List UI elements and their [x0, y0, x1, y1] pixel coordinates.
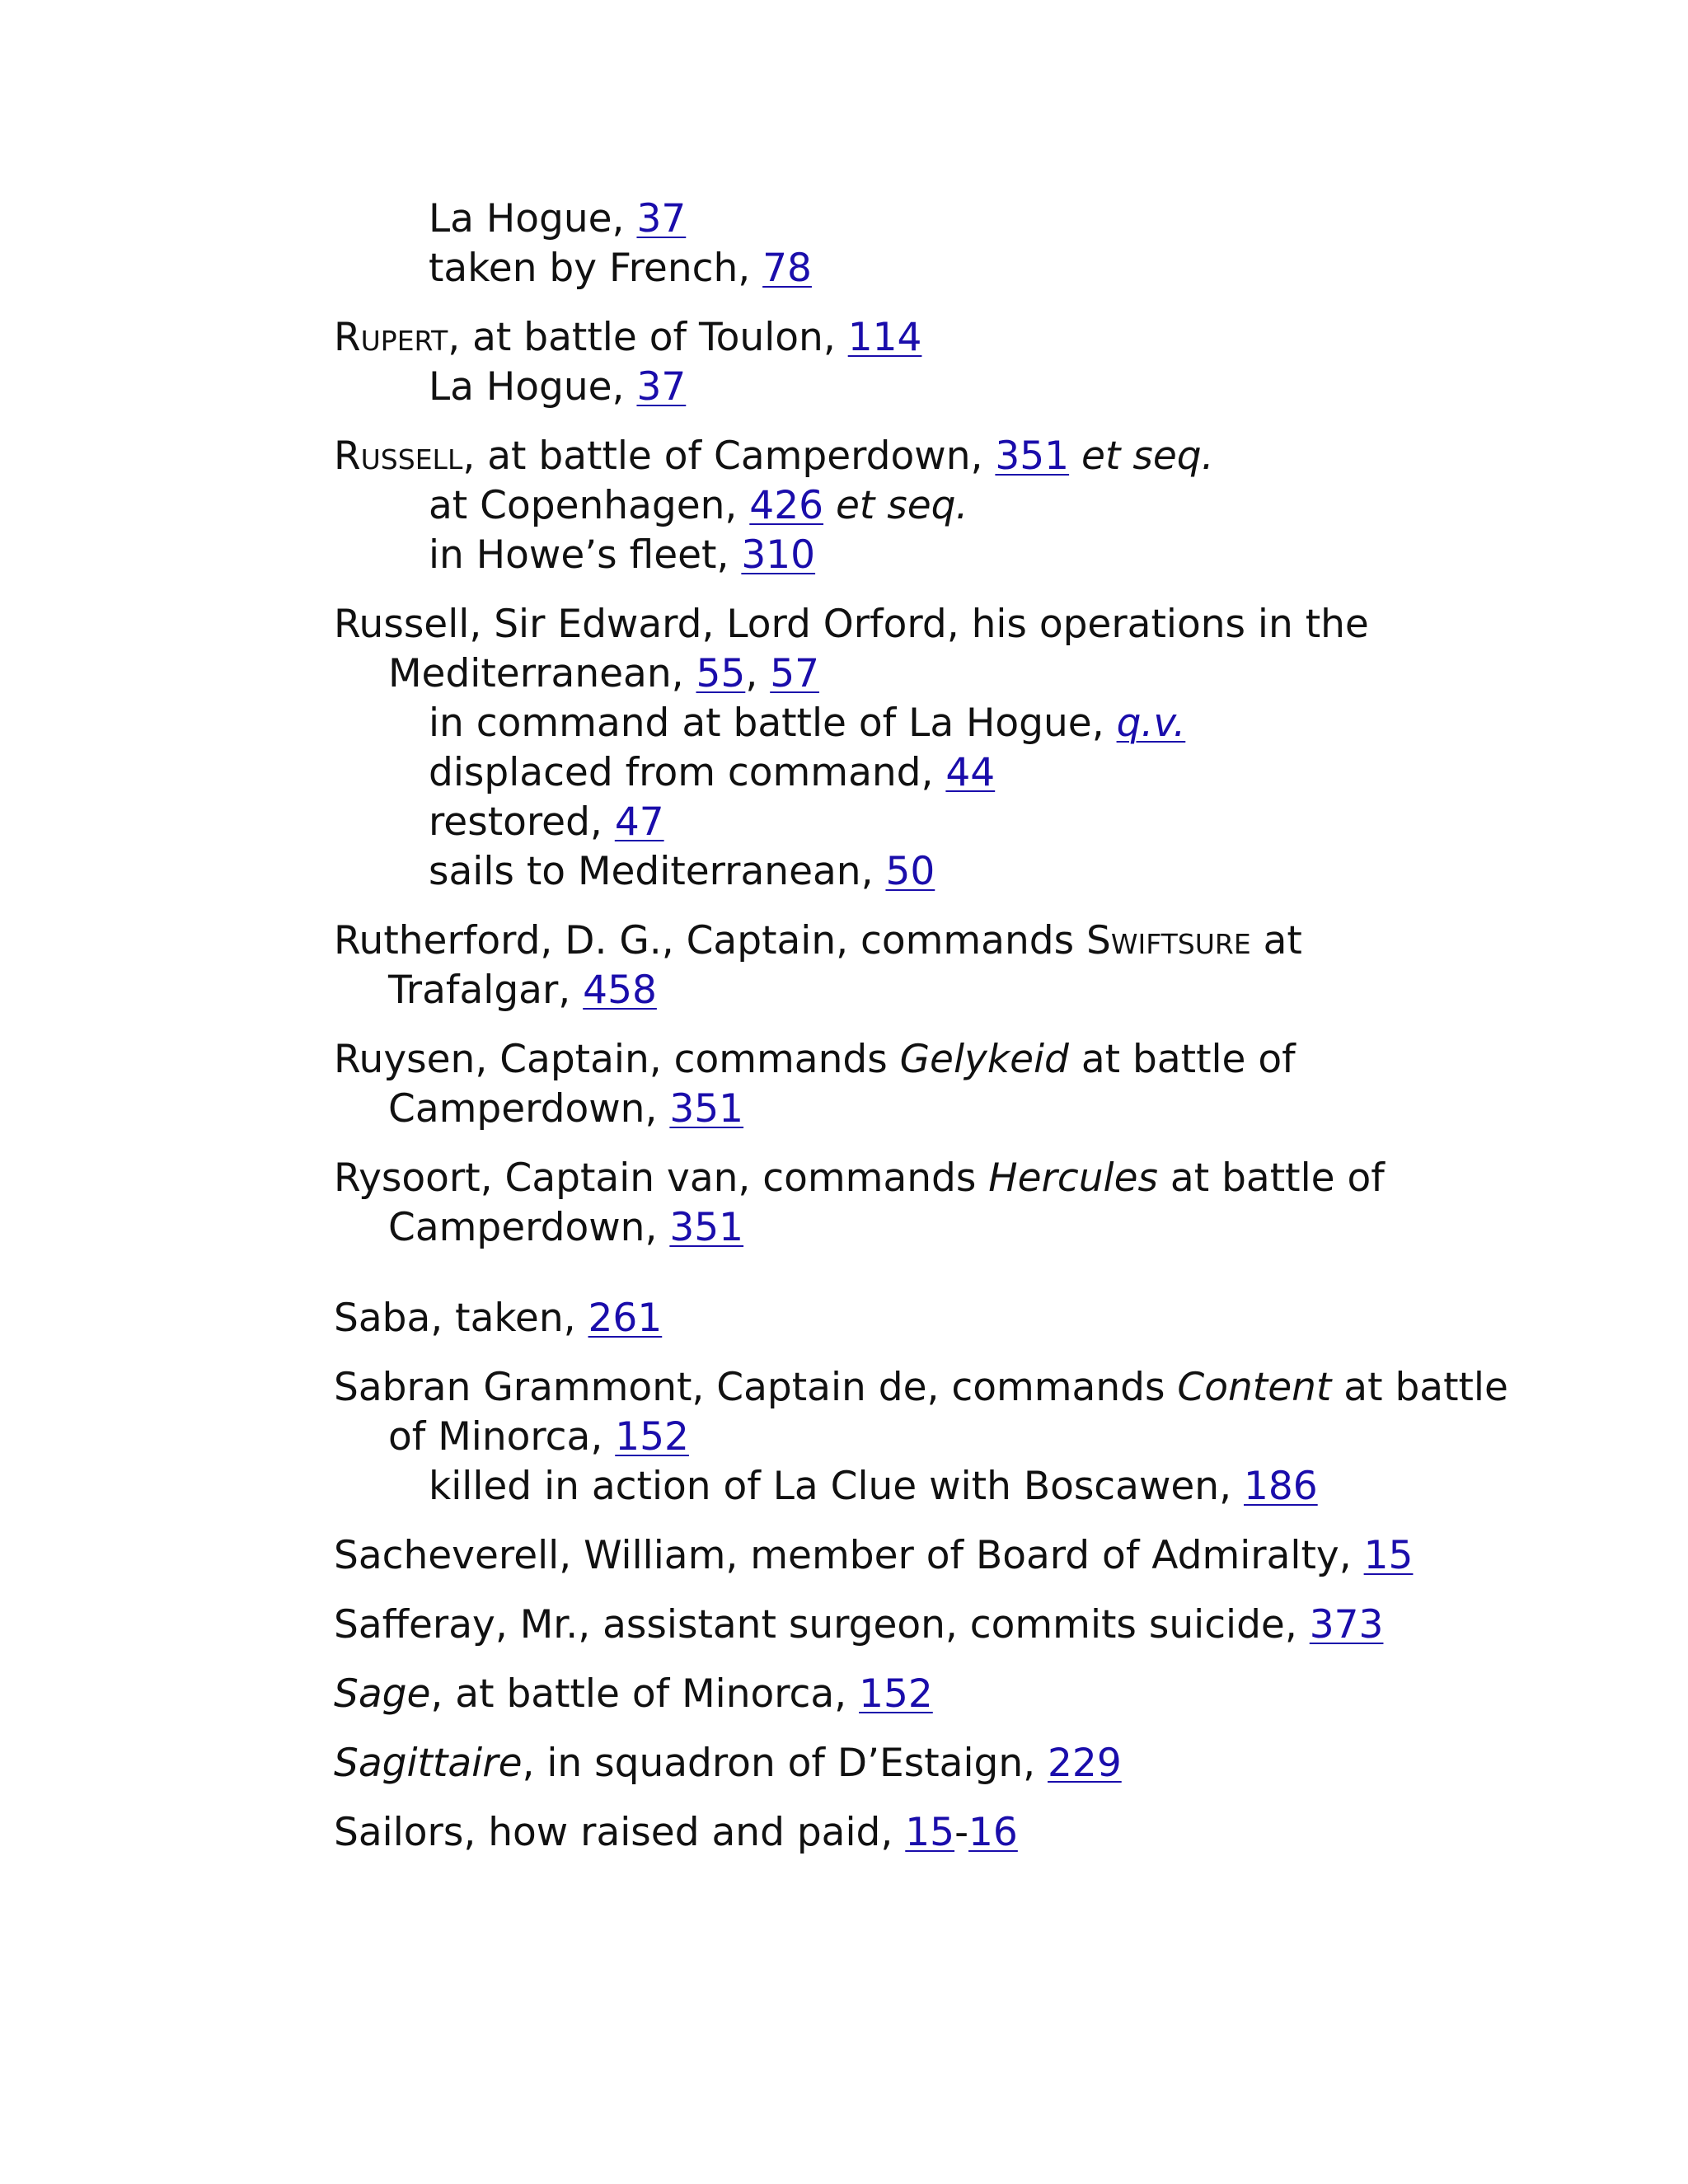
index-entry-heading-line — [334, 1035, 1488, 1085]
index-entry-subline — [334, 481, 1488, 531]
ship-name-small-caps: Swiftsure — [1086, 918, 1251, 963]
entry-text: , at battle of Camperdown, — [462, 434, 996, 479]
entry-text: at battle of — [1157, 1155, 1385, 1201]
entry-text — [1069, 434, 1081, 479]
entry-text: taken by French, — [429, 246, 763, 291]
page-reference-link[interactable]: 229 — [1048, 1741, 1122, 1786]
italic-text: Gelykeid — [899, 1037, 1069, 1082]
entry-text: , in squadron of D’Estaign, — [522, 1741, 1048, 1786]
entry-text: at battle — [1331, 1365, 1508, 1410]
index-entry-heading-line — [334, 916, 1488, 966]
italic-text: et seq. — [835, 483, 968, 528]
page-reference-link[interactable]: 55 — [696, 651, 746, 696]
entry-text: Trafalgar, — [388, 968, 584, 1013]
entry-text: at — [1250, 918, 1302, 963]
entry-text: Mediterranean, — [388, 651, 696, 696]
index-entry-subline — [334, 798, 1488, 847]
index-entry-subline — [334, 531, 1488, 580]
entry-text: displaced from command, — [429, 750, 946, 795]
entry-text: in Howe’s fleet, — [429, 532, 742, 578]
page-reference-link[interactable]: 37 — [636, 196, 687, 241]
entry-text: , at battle of Toulon, — [448, 315, 848, 360]
entry-text: at Copenhagen, — [429, 483, 750, 528]
entry-text: Sabran Grammont, Captain de, commands — [334, 1365, 1178, 1410]
page-reference-link[interactable]: 15 — [905, 1810, 955, 1855]
index-entry — [334, 1363, 1508, 1511]
index-entry-subline — [334, 244, 1488, 293]
entry-text: of Minorca, — [388, 1414, 616, 1460]
index-entry — [334, 1035, 1488, 1134]
index-entry-heading-line — [334, 1294, 1488, 1343]
entry-text: Russell, Sir Edward, Lord Orford, his operations in the — [334, 602, 1369, 647]
page-reference-link[interactable]: 310 — [741, 532, 816, 578]
index-entry-subline — [334, 1413, 1488, 1462]
italic-text: Hercules — [988, 1155, 1158, 1201]
index-entry-subline — [334, 847, 1488, 897]
entry-text: sails to Mediterranean, — [429, 849, 886, 894]
index-entry-heading-line — [334, 1531, 1488, 1581]
entry-text — [823, 483, 836, 528]
page-reference-link[interactable]: 373 — [1309, 1602, 1384, 1647]
entry-text: Rutherford, D. G., Captain, commands — [334, 918, 1087, 963]
page-reference-link[interactable]: 426 — [749, 483, 824, 528]
index-entry — [334, 313, 1488, 412]
index-entry — [334, 1670, 1488, 1719]
index-entry-heading-line — [334, 1670, 1488, 1719]
page-reference-link[interactable]: 186 — [1243, 1464, 1318, 1509]
page-reference-link[interactable]: 47 — [614, 799, 664, 845]
entry-text: , at battle of Minorca, — [430, 1671, 860, 1717]
index-entry-subline — [334, 966, 1488, 1015]
page-reference-link[interactable]: 351 — [669, 1205, 744, 1250]
index-entry-subline — [334, 1462, 1488, 1511]
entry-text: killed in action of La Clue with Boscawen, — [429, 1464, 1244, 1509]
index-entry — [334, 1808, 1488, 1858]
index-entry — [334, 1154, 1488, 1253]
index-entry-heading-line — [334, 313, 1488, 363]
index-entry — [334, 194, 1488, 293]
index-entry-subline — [334, 1085, 1488, 1134]
italic-text: Sagittaire — [334, 1741, 523, 1786]
entry-text: , — [745, 651, 771, 696]
index-entry-heading-line — [334, 1363, 1508, 1413]
index-entry-heading-line — [334, 1739, 1488, 1788]
index-entry — [334, 600, 1488, 897]
index-entry-heading-line — [334, 432, 1488, 481]
index-entry-heading-line — [334, 1808, 1488, 1858]
index-entry — [334, 1739, 1488, 1788]
ship-name-small-caps: Russell — [334, 434, 463, 479]
entry-text: restored, — [429, 799, 615, 845]
page-reference-link[interactable]: 78 — [762, 246, 812, 291]
entry-text: - — [954, 1810, 969, 1855]
index-entry-subline — [334, 649, 1488, 699]
page-reference-link[interactable]: 261 — [588, 1296, 663, 1341]
page-reference-link[interactable]: 37 — [636, 364, 687, 410]
page-reference-link[interactable]: 152 — [615, 1414, 689, 1460]
index-entry — [334, 432, 1488, 580]
entry-text: Rysoort, Captain van, commands — [334, 1155, 989, 1201]
italic-text: Content — [1177, 1365, 1332, 1410]
page-reference-link[interactable]: q.v. — [1116, 701, 1186, 746]
page-reference-link[interactable]: 458 — [583, 968, 657, 1013]
index-entry-heading-line — [334, 1154, 1488, 1203]
entry-text: in command at battle of La Hogue, — [429, 701, 1117, 746]
index-entry-subline — [334, 1203, 1488, 1253]
index-entry-subline — [334, 748, 1488, 798]
entry-text: La Hogue, — [429, 364, 637, 410]
italic-text: et seq. — [1081, 434, 1214, 479]
index-entry-heading-line — [334, 1601, 1488, 1650]
entry-text: Sacheverell, William, member of Board of Admiralty, — [334, 1533, 1364, 1578]
index-entry — [334, 1601, 1488, 1650]
index-entry — [334, 1294, 1488, 1343]
index-entry-subline — [334, 194, 1488, 244]
italic-text: Sage — [334, 1671, 431, 1717]
index-page — [334, 194, 1508, 1877]
page-reference-link[interactable]: 16 — [968, 1810, 1018, 1855]
entry-text: Saba, taken, — [334, 1296, 588, 1341]
entry-text: Sailors, how raised and paid, — [334, 1810, 906, 1855]
index-entry — [334, 1531, 1488, 1581]
index-entry-subline — [334, 363, 1488, 412]
entry-text: Camperdown, — [388, 1205, 670, 1250]
entry-text: Safferay, Mr., assistant surgeon, commits suicide, — [334, 1602, 1310, 1647]
entry-text: Ruysen, Captain, commands — [334, 1037, 900, 1082]
page-reference-link[interactable]: 44 — [945, 750, 996, 795]
page-reference-link[interactable]: 351 — [669, 1086, 744, 1132]
entry-text: La Hogue, — [429, 196, 637, 241]
page-reference-link[interactable]: 114 — [847, 315, 922, 360]
page-reference-link[interactable]: 152 — [859, 1671, 933, 1717]
index-entry-heading-line — [334, 600, 1488, 649]
page-reference-link[interactable]: 351 — [995, 434, 1070, 479]
page-reference-link[interactable]: 50 — [885, 849, 935, 894]
ship-name-small-caps: Rupert — [334, 315, 448, 360]
page-reference-link[interactable]: 57 — [770, 651, 820, 696]
index-entry — [334, 916, 1488, 1015]
page-reference-link[interactable]: 15 — [1363, 1533, 1414, 1578]
index-entry-subline — [334, 699, 1488, 748]
entry-text: Camperdown, — [388, 1086, 670, 1132]
entry-text: at battle of — [1068, 1037, 1296, 1082]
